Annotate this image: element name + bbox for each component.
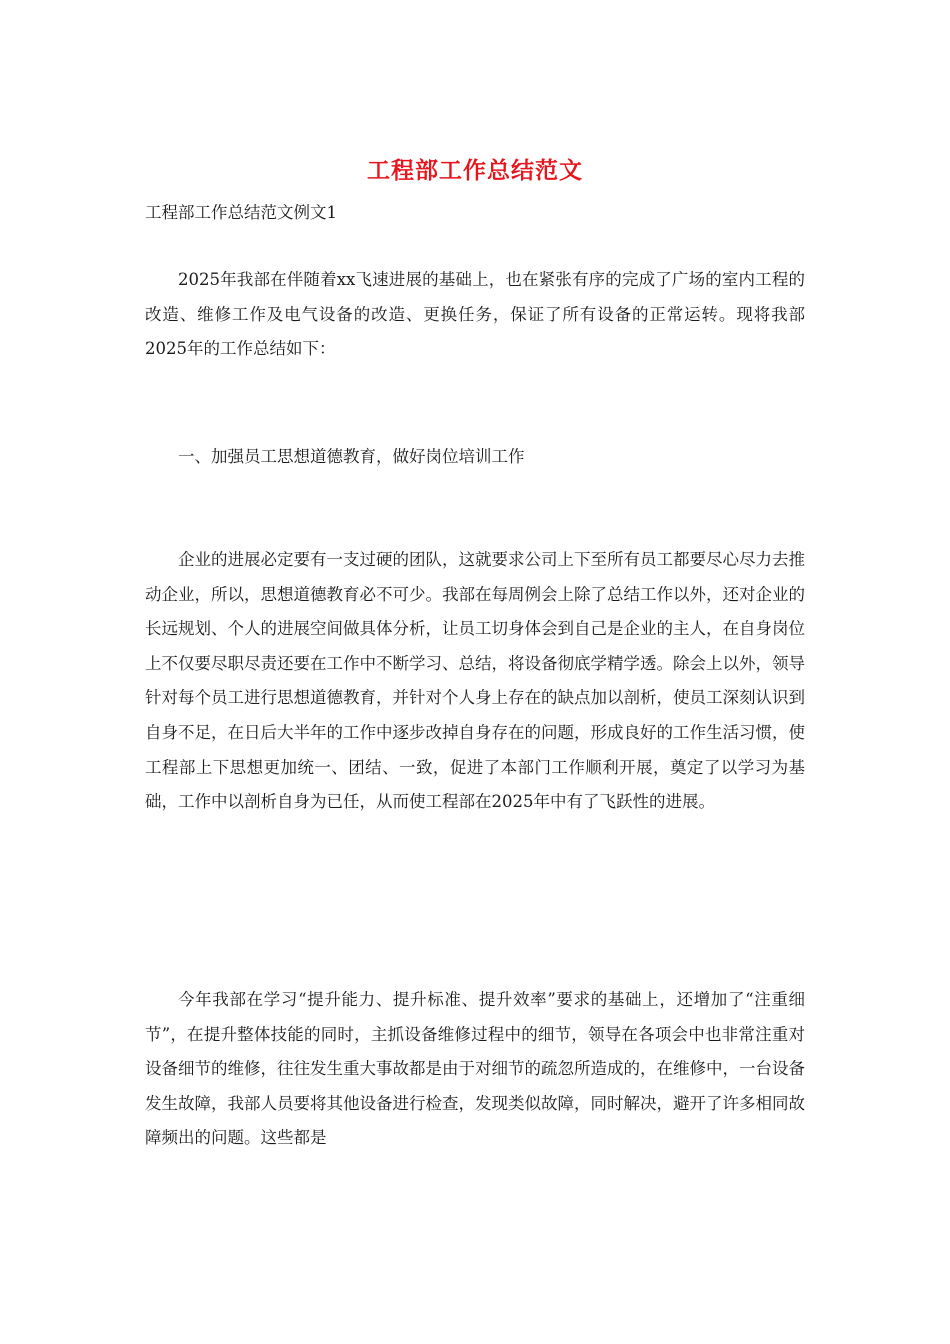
paragraph-intro: 2025年我部在伴随着xx飞速进展的基础上，也在紧张有序的完成了广场的室内工程的改造、维修工作及电气设备的改造、更换任务，保证了所有设备的正常运转。现将我部2025年的工作总结如下：	[145, 270, 805, 359]
document-subtitle: 工程部工作总结范文例文1	[145, 203, 337, 222]
document-title: 工程部工作总结范文	[367, 157, 583, 184]
section-heading: 一、加强员工思想道德教育，做好岗位培训工作	[178, 447, 525, 466]
paragraph-body: 企业的进展必定要有一支过硬的团队，这就要求公司上下至所有员工都要尽心尽力去推动企业，所以，思想道德教育必不可少。我部在每周例会上除了总结工作以外，还对企业的长远规划、个人的进展空间做具体分析，让员工切身体会到自己是企业的主人，在自身岗位上不仅要尽职尽责还要在工作中不断学习、总结，将设备彻底学精学透。除会上以外，领导针对每个员工进行思想道德教育，并针对个人身上存在的缺点加以剖析，使员工深刻认识到自身不足，在日后大半年的工作中逐步改掉自身存在的问题，形成良好的工作生活习惯，使工程部上下思想更加统一、团结、一致，促进了本部门工作顺利开展，奠定了以学习为基础，工作中以剖析自身为已任，从而使工程部在2025年中有了飞跃性的进展。	[145, 550, 805, 812]
paragraph-body-continued: 今年我部在学习“提升能力、提升标准、提升效率”要求的基础上，还增加了“注重细节”，在提升整体技能的同时，主抓设备维修过程中的细节，领导在各项会中也非常注重对设备细节的维修，往往发生重大事故都是由于对细节的疏忽所造成的，在维修中，一台设备发生故障，我部人员要将其他设备进行检查，发现类似故障，同时解决，避开了许多相同故障频出的问题。这些都是	[145, 990, 805, 1148]
